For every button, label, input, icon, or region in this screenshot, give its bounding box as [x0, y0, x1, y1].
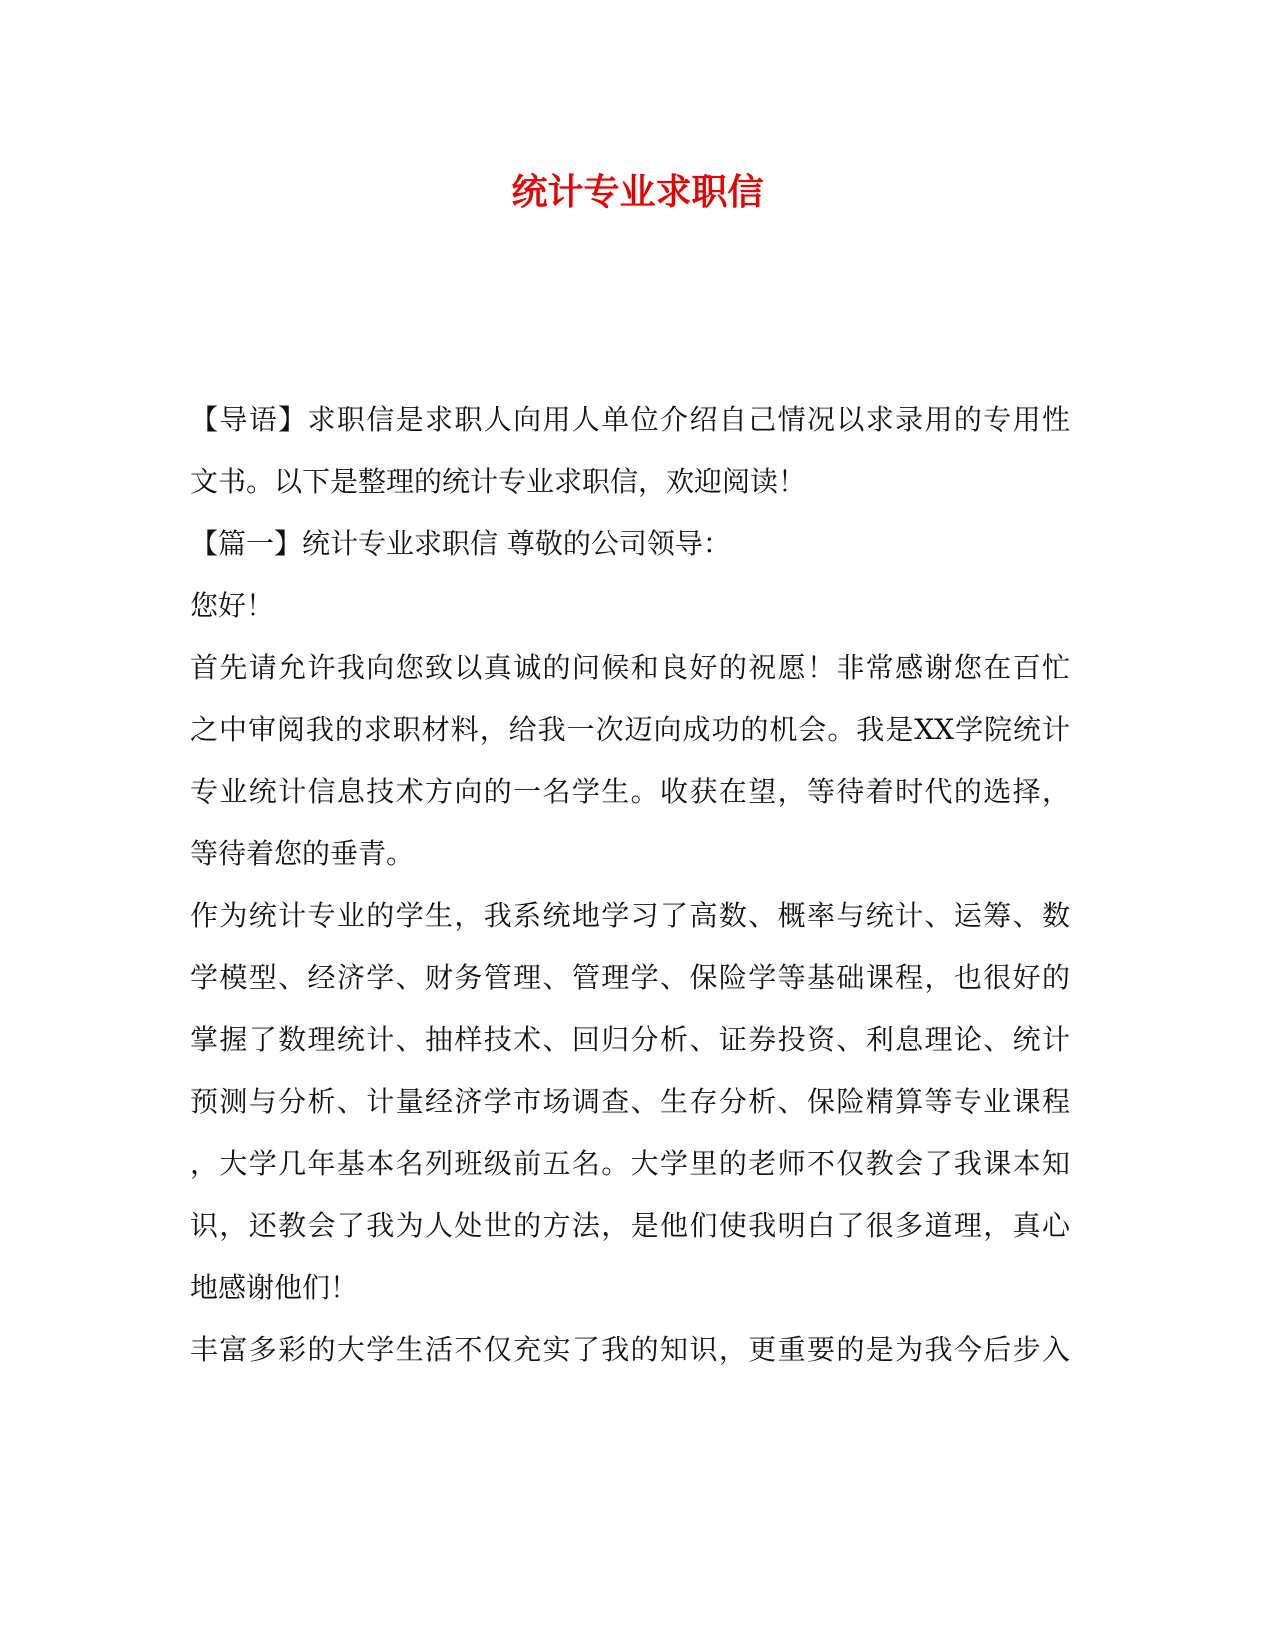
- body-line: 首先请允许我向您致以真诚的问候和良好的祝愿！非常感谢您在百忙: [190, 651, 1070, 684]
- document-title: 统计专业求职信: [511, 171, 764, 213]
- body-line: 作为统计专业的学生，我系统地学习了高数、概率与统计、运筹、数: [190, 899, 1070, 932]
- body-line: 【导语】求职信是求职人向用人单位介绍自己情况以求录用的专用性: [190, 403, 1070, 436]
- body-line: 专业统计信息技术方向的一名学生。收获在望，等待着时代的选择，: [190, 775, 1070, 808]
- body-line: 丰富多彩的大学生活不仅充实了我的知识，更重要的是为我今后步入: [190, 1333, 1070, 1366]
- body-line: 地感谢他们！: [190, 1271, 359, 1304]
- body-line: 预测与分析、计量经济学市场调查、生存分析、保险精算等专业课程: [190, 1085, 1070, 1118]
- body-line: 文书。以下是整理的统计专业求职信，欢迎阅读！: [190, 465, 807, 498]
- body-line: 等待着您的垂青。: [190, 837, 415, 870]
- body-line: ，大学几年基本名列班级前五名。大学里的老师不仅教会了我课本知: [190, 1147, 1070, 1180]
- body-line: 【篇一】统计专业求职信 尊敬的公司领导：: [190, 527, 731, 560]
- body-line: 掌握了数理统计、抽样技术、回归分析、证券投资、利息理论、统计: [190, 1023, 1070, 1056]
- body-line: 之中审阅我的求职材料，给我一次迈向成功的机会。我是XX学院统计: [190, 713, 1070, 746]
- body-line: 识，还教会了我为人处世的方法，是他们使我明白了很多道理，真心: [190, 1209, 1070, 1242]
- body-line: 学模型、经济学、财务管理、管理学、保险学等基础课程，也很好的: [190, 961, 1070, 994]
- body-line: 您好！: [190, 589, 275, 622]
